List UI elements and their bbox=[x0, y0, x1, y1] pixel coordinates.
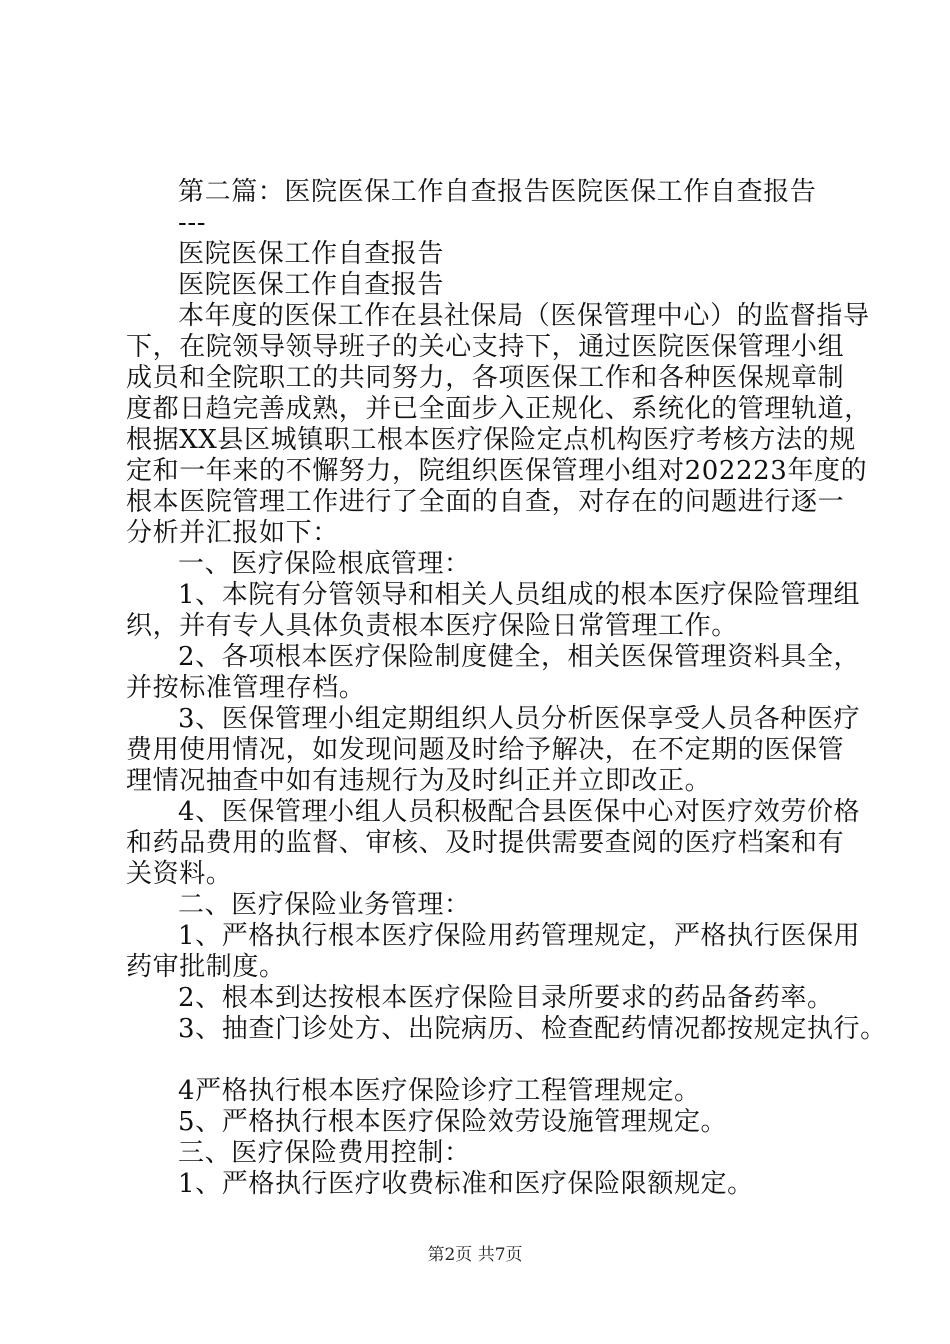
section-heading: 二、医疗保险业务管理： bbox=[178, 890, 471, 920]
intro-paragraph-line: 根据XX县区城镇职工根本医疗保险定点机构医疗考核方法的规 bbox=[126, 425, 856, 455]
paragraph-line: 1、严格执行根本医疗保险用药管理规定，严格执行医保用 bbox=[178, 921, 861, 951]
paragraph-line: 4严格执行根本医疗保险诊疗工程管理规定。 bbox=[178, 1076, 701, 1106]
paragraph-line: 药审批制度。 bbox=[126, 952, 286, 982]
section-heading: 一、医疗保险根底管理： bbox=[178, 549, 471, 579]
document-title: 第二篇：医院医保工作自查报告医院医保工作自查报告 bbox=[178, 177, 817, 207]
intro-paragraph-line: 根本医院管理工作进行了全面的自查，对存在的问题进行逐一 bbox=[126, 487, 845, 517]
document-title-continuation: --- bbox=[178, 208, 207, 238]
paragraph-line: 并按标准管理存档。 bbox=[126, 673, 366, 703]
intro-paragraph-line: 本年度的医保工作在县社保局（医保管理中心）的监督指导 bbox=[178, 301, 870, 331]
intro-paragraph-line: 成员和全院职工的共同努力，各项医保工作和各种医保规章制 bbox=[126, 363, 845, 393]
intro-paragraph-line: 定和一年来的不懈努力，院组织医保管理小组对202223年度的 bbox=[126, 456, 868, 486]
paragraph-line: 5、严格执行根本医疗保险效劳设施管理规定。 bbox=[178, 1107, 728, 1137]
section-heading: 三、医疗保险费用控制： bbox=[178, 1138, 471, 1168]
paragraph-line: 4、医保管理小组人员积极配合县医保中心对医疗效劳价格 bbox=[178, 797, 861, 827]
heading: 医院医保工作自查报告 bbox=[178, 239, 445, 269]
paragraph-line: 1、本院有分管领导和相关人员组成的根本医疗保险管理组 bbox=[178, 580, 861, 610]
intro-paragraph-line: 分析并汇报如下： bbox=[126, 518, 339, 548]
paragraph-line: 3、抽查门诊处方、出院病历、检查配药情况都按规定执行。 bbox=[178, 1014, 887, 1044]
paragraph-line: 理情况抽查中如有违规行为及时纠正并立即改正。 bbox=[126, 766, 712, 796]
page-number-footer: 第2页 共7页 bbox=[427, 1245, 523, 1265]
paragraph-line: 费用使用情况，如发现问题及时给予解决，在不定期的医保管 bbox=[126, 735, 845, 765]
paragraph-line: 1、严格执行医疗收费标准和医疗保险限额规定。 bbox=[178, 1169, 754, 1199]
paragraph-line: 关资料。 bbox=[126, 859, 233, 889]
heading: 医院医保工作自查报告 bbox=[178, 270, 445, 300]
intro-paragraph-line: 下，在院领导领导班子的关心支持下，通过医院医保管理小组 bbox=[126, 332, 845, 362]
paragraph-line: 3、医保管理小组定期组织人员分析医保享受人员各种医疗 bbox=[178, 704, 861, 734]
intro-paragraph-line: 度都日趋完善成熟，并已全面步入正规化、系统化的管理轨道， bbox=[126, 394, 871, 424]
paragraph-line: 2、根本到达按根本医疗保险目录所要求的药品备药率。 bbox=[178, 983, 834, 1013]
paragraph-line: 和药品费用的监督、审核、及时提供需要查阅的医疗档案和有 bbox=[126, 828, 845, 858]
paragraph-line: 2、各项根本医疗保险制度健全，相关医保管理资料具全， bbox=[178, 642, 861, 672]
paragraph-line: 织，并有专人具体负责根本医疗保险日常管理工作。 bbox=[126, 611, 738, 641]
